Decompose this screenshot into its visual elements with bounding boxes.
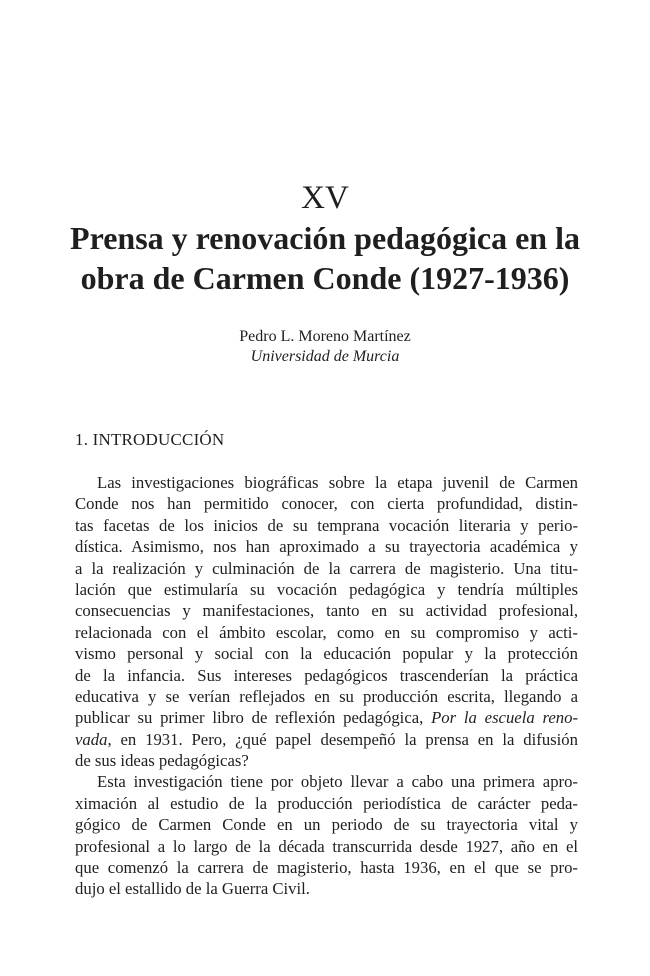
paragraph-line: consecuencias y manifestaciones, tanto en su actividad profesional, — [75, 601, 578, 621]
paragraph-line: tas facetas de los inicios de su temprana vocación literaria y perio- — [75, 515, 578, 535]
section-heading: 1. INTRODUCCIÓN — [75, 430, 225, 449]
chapter-number: XV — [301, 180, 349, 216]
paragraph-2 — [75, 771, 578, 899]
paragraph-line: Esta investigación tiene por objeto llevar a cabo una primera apro- — [97, 772, 578, 792]
author-name: Pedro L. Moreno Martínez — [239, 328, 411, 345]
paragraph-line: vismo personal y social con la educación popular y la protección — [75, 644, 578, 664]
paragraph-line: Conde nos han permitido conocer, con cierta profundidad, distin- — [75, 494, 578, 514]
paragraph-line-text: , en 1931. Pero, ¿qué papel desempeñó la prensa en la difusión — [107, 729, 578, 749]
body-text — [75, 472, 578, 900]
paragraph-line: relacionada con el ámbito escolar, como en su compromiso y acti- — [75, 622, 578, 642]
author-affiliation: Universidad de Murcia — [250, 348, 400, 365]
paragraph-line: lación que estimularía su vocación pedagógica y tendría múltiples — [75, 579, 578, 599]
paragraph-line: gógico de Carmen Conde en un periodo de su trayectoria vital y — [75, 815, 578, 835]
paragraph-line: ximación al estudio de la producción periodística de carácter peda- — [75, 793, 578, 813]
paragraph-line: Las investigaciones biográficas sobre la etapa juvenil de Carmen — [97, 473, 578, 492]
book-title-part-1: Por la escuela reno- — [431, 708, 578, 728]
book-title-part-2: vada — [75, 729, 108, 749]
paragraph-line: de la infancia. Sus intereses pedagógicos trascenderían la práctica — [75, 665, 578, 685]
chapter-title-line-1: Prensa y renovación pedagógica en la — [70, 220, 580, 256]
paragraph-line: dujo el estallido de la Guerra Civil. — [75, 879, 310, 899]
chapter-title — [0, 218, 650, 298]
paragraph-line: de sus ideas pedagógicas? — [75, 751, 249, 771]
paragraph-line — [75, 707, 578, 728]
paragraph-line — [75, 729, 578, 750]
paragraph-line: profesional a lo largo de la década transcurrida desde 1927, año en el — [75, 836, 578, 856]
paragraph-line: educativa y se verían reflejados en su producción escrita, llegando a — [75, 686, 578, 706]
chapter-title-line-2: obra de Carmen Conde (1927-1936) — [80, 260, 570, 296]
paragraph-1 — [75, 472, 578, 771]
paragraph-line-text: publicar su primer libro de reflexión pedagógica, — [75, 708, 432, 728]
paragraph-line: que comenzó la carrera de magisterio, hasta 1936, en el que se pro- — [75, 858, 578, 878]
paragraph-line: a la realización y culminación de la carrera de magisterio. Una titu- — [75, 558, 578, 578]
paragraph-line: dística. Asimismo, nos han aproximado a su trayectoria académica y — [75, 537, 578, 557]
